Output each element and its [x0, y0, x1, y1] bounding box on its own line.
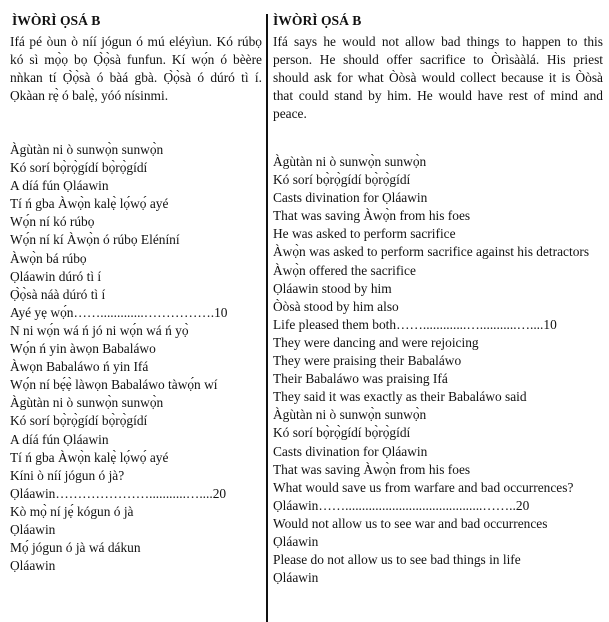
verse-line: Casts divination for Ọláawin — [273, 190, 428, 206]
verse-line: Kó sorí bọ̀rọ̀gídí bọ̀rọ̀gídí — [273, 425, 411, 441]
verse-line: Ọ̀ọ̀sà náà dúró tì í — [10, 286, 106, 302]
english-verse — [273, 153, 603, 587]
verse-line: A díá fún Ọláawin — [10, 178, 109, 194]
verse-line: N ni wọ́n wá ń jó ni wọ́n wá ń yọ̀ — [10, 322, 189, 338]
verse-line: Àgùtàn ni ò sunwọ̀n sunwọ̀n — [273, 154, 427, 169]
verse-line: Kó sorí bọ̀rọ̀gídí bọ̀rọ̀gídí — [10, 413, 148, 429]
verse-line: Ọláawin — [273, 533, 319, 549]
verse-line: Ọláawin dúró tì í — [10, 268, 102, 284]
verse-line: He was asked to perform sacrifice — [273, 226, 456, 242]
verse-line: Àwọ̀n bá rúbọ — [10, 250, 87, 266]
verse-line: Please do not allow us to see bad things in life — [273, 552, 521, 568]
verse-line: What would save us from warfare and bad occurrences? — [273, 479, 574, 495]
verse-line: They were dancing and were rejoicing — [273, 334, 479, 350]
verse-line: Ayé yẹ wọ́n…….............…………….10 — [10, 304, 228, 320]
verse-line: That was saving Àwọ̀n from his foes — [273, 461, 471, 477]
verse-line: Àgùtàn ni ò sunwọ̀n sunwọ̀n — [10, 142, 164, 157]
verse-line: Òòsà stood by him also — [273, 298, 399, 314]
verse-line: Ọláawin…….........................................……..20 — [273, 497, 530, 513]
verse-line: Wọ́n ní kí Àwọ̀n ó rúbọ Eléníní — [10, 232, 180, 248]
verse-line: Ọláawin — [273, 570, 319, 586]
verse-line: Àwọ̀n was asked to perform sacrifice against his detractors — [273, 244, 590, 260]
verse-line: Life pleased them both…….............…...........…....10 — [273, 316, 557, 332]
verse-line: Ọláawin — [10, 558, 56, 574]
verse-line: Àwọ̀n offered the sacrifice — [273, 262, 416, 278]
yoruba-intro: Ifá pé òun ò níí jógun ó mú eléyìun. Kó rúbọ kó sì mọ̀ọ bọ Ọ̀ọ̀sà funfun. Kí wọ́n ó bèère nǹkan tí Ọ̀ọ̀sà ó bàá gbà. Ọ̀ọ̀sà ó dúró tì í. Ọkàan rẹ̀ ó balẹ̀, yóó nísinmi. — [10, 34, 262, 104]
verse-line: Kíni ò níí jógun ó jà? — [10, 467, 125, 483]
verse-line: Kó sorí bọ̀rọ̀gídí bọ̀rọ̀gídí — [10, 160, 148, 176]
verse-line: A díá fún Ọláawin — [10, 431, 109, 447]
verse-line: Wọ́n ní kó rúbọ — [10, 214, 95, 230]
verse-line: Ọláawin stood by him — [273, 280, 392, 296]
verse-line: That was saving Àwọ̀n from his foes — [273, 208, 471, 224]
verse-line: Àgùtàn ni ò sunwọ̀n sunwọ̀n — [10, 395, 164, 411]
verse-line: Kó sorí bọ̀rọ̀gídí bọ̀rọ̀gídí — [273, 172, 411, 188]
verse-line: Àgùtàn ni ò sunwọ̀n sunwọ̀n — [273, 407, 427, 423]
yoruba-verse — [10, 141, 262, 575]
verse-line: Àwọn Babaláwo ń yin Ifá — [10, 359, 149, 375]
verse-line: Ọláawin — [10, 521, 56, 537]
english-title: ÌWÒRÌ ỌSÁ B — [273, 13, 362, 28]
verse-line: Casts divination for Ọláawin — [273, 443, 428, 459]
verse-line: Their Babaláwo was praising Ifá — [273, 371, 448, 387]
yoruba-title: ÌWÒRÌ ỌSÁ B — [12, 13, 101, 28]
column-divider — [266, 14, 268, 622]
verse-line: Ọláawin…………………...........…....20 — [10, 485, 227, 501]
verse-line: Mọ́ jógun ó jà wá dákun — [10, 540, 141, 556]
english-intro: Ifá says he would not allow bad things to happen to this person. He should offer sacrifice to Òrìsààlá. His priest should ask for what Òòsà would collect because it is Òòsà that could stand by him. He would have rest of mind and peace. — [273, 34, 603, 122]
verse-line: Wọ́n ní bẹ́ẹ̀ làwọn Babaláwo tàwọ́n wí — [10, 377, 218, 393]
verse-line: Tí ń gba Àwọ̀n kalẹ̀ lọ́wọ́ ayé — [10, 196, 169, 212]
verse-line: Kò mọ̀ ní jẹ́ kógun ó jà — [10, 503, 134, 519]
verse-line: Tí ń gba Àwọ̀n kalẹ̀ lọ́wọ́ ayé — [10, 449, 169, 465]
verse-line: Wọ́n ń yin àwọn Babaláwo — [10, 341, 156, 357]
verse-line: Would not allow us to see war and bad occurrences — [273, 515, 548, 531]
verse-line: They said it was exactly as their Babaláwo said — [273, 389, 527, 405]
verse-line: They were praising their Babaláwo — [273, 353, 462, 369]
